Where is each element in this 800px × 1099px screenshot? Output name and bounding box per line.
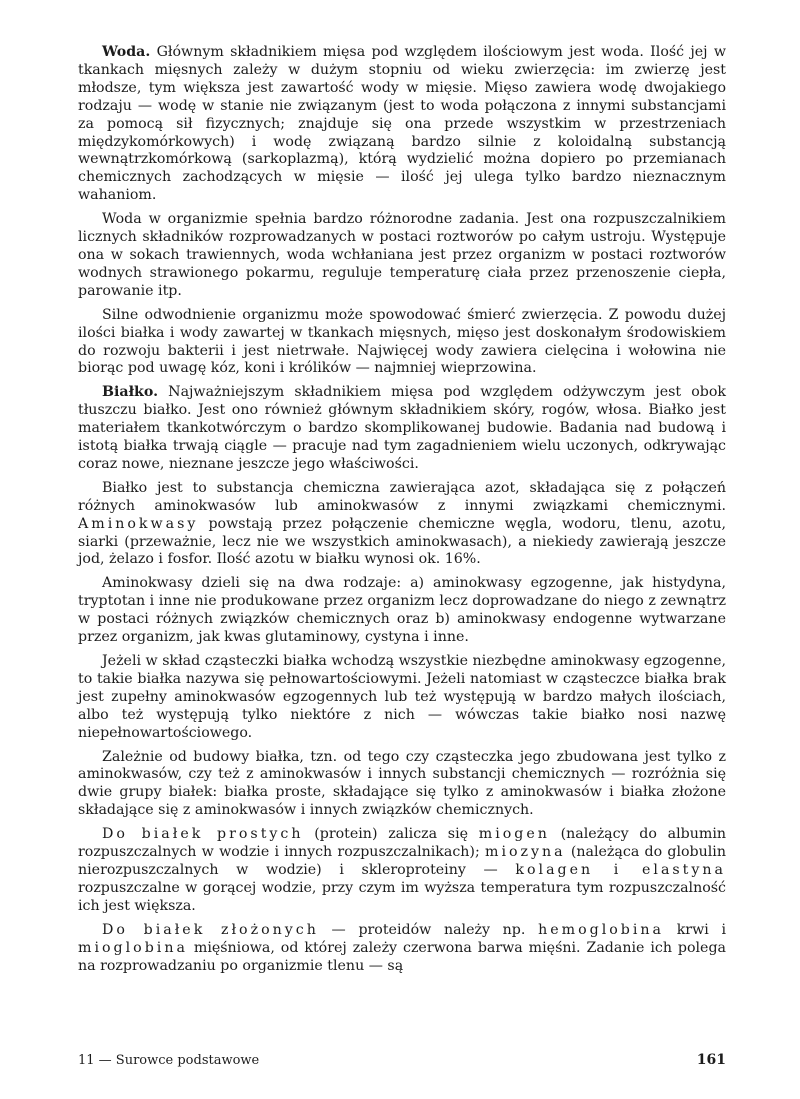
paragraph-text: Najważniejszym składnikiem mięsa pod względem odżywczym jest obok tłuszczu białko. Jest ono również głównym składnikiem skóry, rogów, włosa. Białko jest materiałem tkankotwórczym o bardzo skomplikowanej budowie. Badania nad budową i istotą białka trwają ciągle — pracuje nad tym zagadnieniem wielu uczonych, odkrywając coraz nowe, nieznane jeszcze jego właściwości. xyxy=(78,384,726,472)
term-bialko: Białko. xyxy=(102,384,159,401)
paragraph-text: mięśniowa, od której zależy czerwona barwa mięśni. Zadanie ich polega na rozprowadzaniu po organizmie tlenu — są xyxy=(78,939,726,974)
paragraph xyxy=(78,922,726,976)
paragraph xyxy=(78,575,726,647)
paragraph xyxy=(78,211,726,301)
paragraph xyxy=(78,749,726,821)
paragraph-text: powstają przez połączenie chemiczne węgla, wodoru, tlenu, azotu, siarki (przeważnie, lecz nie we wszystkich aminokwasach), a niekiedy zawierają jeszcze jod, żelazo i fosfor. Ilość azotu w białku wynosi ok. 16%. xyxy=(78,515,726,568)
spaced-term: miogen xyxy=(478,826,550,843)
paragraph-text: (należący do albumin rozpuszczalnych w wodzie i innych rozpuszczalnikach); xyxy=(78,826,726,861)
spaced-term: Do białek złożonych xyxy=(102,921,319,938)
paragraph xyxy=(78,826,726,916)
spaced-term: hemoglobina xyxy=(538,921,664,938)
paragraph-bialko xyxy=(78,384,726,474)
page-number: 161 xyxy=(696,1052,726,1068)
paragraph xyxy=(78,653,726,743)
paragraph-text: krwi i xyxy=(664,921,726,938)
paragraph-text: Białko jest to substancja chemiczna zawierająca azot, składająca się z połączeń różnych aminokwasów lub aminokwasów z innymi związkami chemicznymi. xyxy=(78,479,726,514)
paragraph-text: Głównym składnikiem mięsa pod względem ilościowym jest woda. Ilość jej w tkankach mięsnych zależy w dużym stopniu od wieku zwierzęcia: im zwierzę jest młodsze, tym większa jest zawartość wody w mięsie. Mięso zawiera wodę dwojakiego rodzaju — wodę w stanie nie związanym (jest to woda połączona z innymi substancjami za pomocą sił fizycznych; znajduje się ona przede wszystkim w przestrzeniach międzykomórkowych) i wodę związaną bardzo silnie z koloidalną substancją wewnątrzkomórkową (sarkoplazmą), którą wydzielić można dopiero po przemianach chemicznych zachodzących w mięsie — ilość jej ulega tylko bardzo nieznacznym wahaniom. xyxy=(78,44,726,204)
paragraph-text: Silne odwodnienie organizmu może spowodować śmierć zwierzęcia. Z powodu dużej ilości białka i wody zawartej w tkankach mięsnych, mięso jest doskonałym środowiskiem do rozwoju bakterii i jest nietrwałe. Najwięcej wody zawiera cielęcina i wołowina nie biorąc pod uwagę kóz, koni i królików — najmniej wieprzowina. xyxy=(78,306,726,377)
page-body xyxy=(78,44,726,981)
paragraph xyxy=(78,480,726,570)
spaced-term: Aminokwasy xyxy=(78,515,199,532)
spaced-term: Do białek prostych xyxy=(102,826,304,843)
paragraph-text: Jeżeli w skład cząsteczki białka wchodzą wszystkie niezbędne aminokwasy egzogenne, to takie białka nazywa się pełnowartościowymi. Jeżeli natomiast w cząsteczce białka brak jest zupełny aminokwasów egzogennych lub też występują w bardzo małych ilościach, albo też występują tylko niektóre z nich — wówczas takie białko nosi nazwę niepełnowartościowego. xyxy=(78,653,726,741)
paragraph-text: (należąca do globulin nierozpuszczalnych w wodzie) i skleroproteiny — xyxy=(78,844,726,878)
footer-chapter: 11 — Surowce podstawowe xyxy=(78,1053,260,1068)
spaced-term: miozyna xyxy=(485,844,566,861)
paragraph-text: Woda w organizmie spełnia bardzo różnorodne zadania. Jest ona rozpuszczalnikiem licznych składników rozprowadzanych w postaci roztworów po całym ustroju. Występuje ona w sokach trawiennych, woda wchłaniana jest przez organizm w postaci roztworów wodnych strawionego pokarmu, reguluje temperaturę ciała przez przenoszenie ciepła, parowanie itp. xyxy=(78,211,726,299)
spaced-term: kolagen i elastyna xyxy=(515,861,726,878)
paragraph-text: Aminokwasy dzieli się na dwa rodzaje: a) aminokwasy egzogenne, jak histydyna, tryptotan i inne nie produkowane przez organizm lecz doprowadzane do niego z zewnątrz w postaci różnych związków chemicznych oraz b) aminokwasy endogenne wytwarzane przez organizm, jak kwas glutaminowy, cystyna i inne. xyxy=(78,575,726,646)
paragraph-text: (protein) zalicza się xyxy=(303,826,479,843)
paragraph-text: rozpuszczalne w gorącej wodzie, przy czym im wyższa temperatura tym rozpuszczalność ich jest większa. xyxy=(78,879,726,914)
paragraph-text: Zależnie od budowy białka, tzn. od tego czy cząsteczka jego zbudowana jest tylko z aminokwasów, czy też z aminokwasów i innych substancji chemicznych — rozróżnia się dwie grupy białek: białka proste, składające się tylko z aminokwasów i białka złożone składające się z aminokwasów i innych związków chemicznych. xyxy=(78,748,726,819)
paragraph xyxy=(78,307,726,379)
paragraph-woda xyxy=(78,44,726,205)
term-woda: Woda. xyxy=(102,44,151,60)
spaced-term: mioglobina xyxy=(78,939,188,956)
page-footer xyxy=(78,1052,726,1068)
paragraph-text: — proteidów należy np. xyxy=(318,921,539,938)
